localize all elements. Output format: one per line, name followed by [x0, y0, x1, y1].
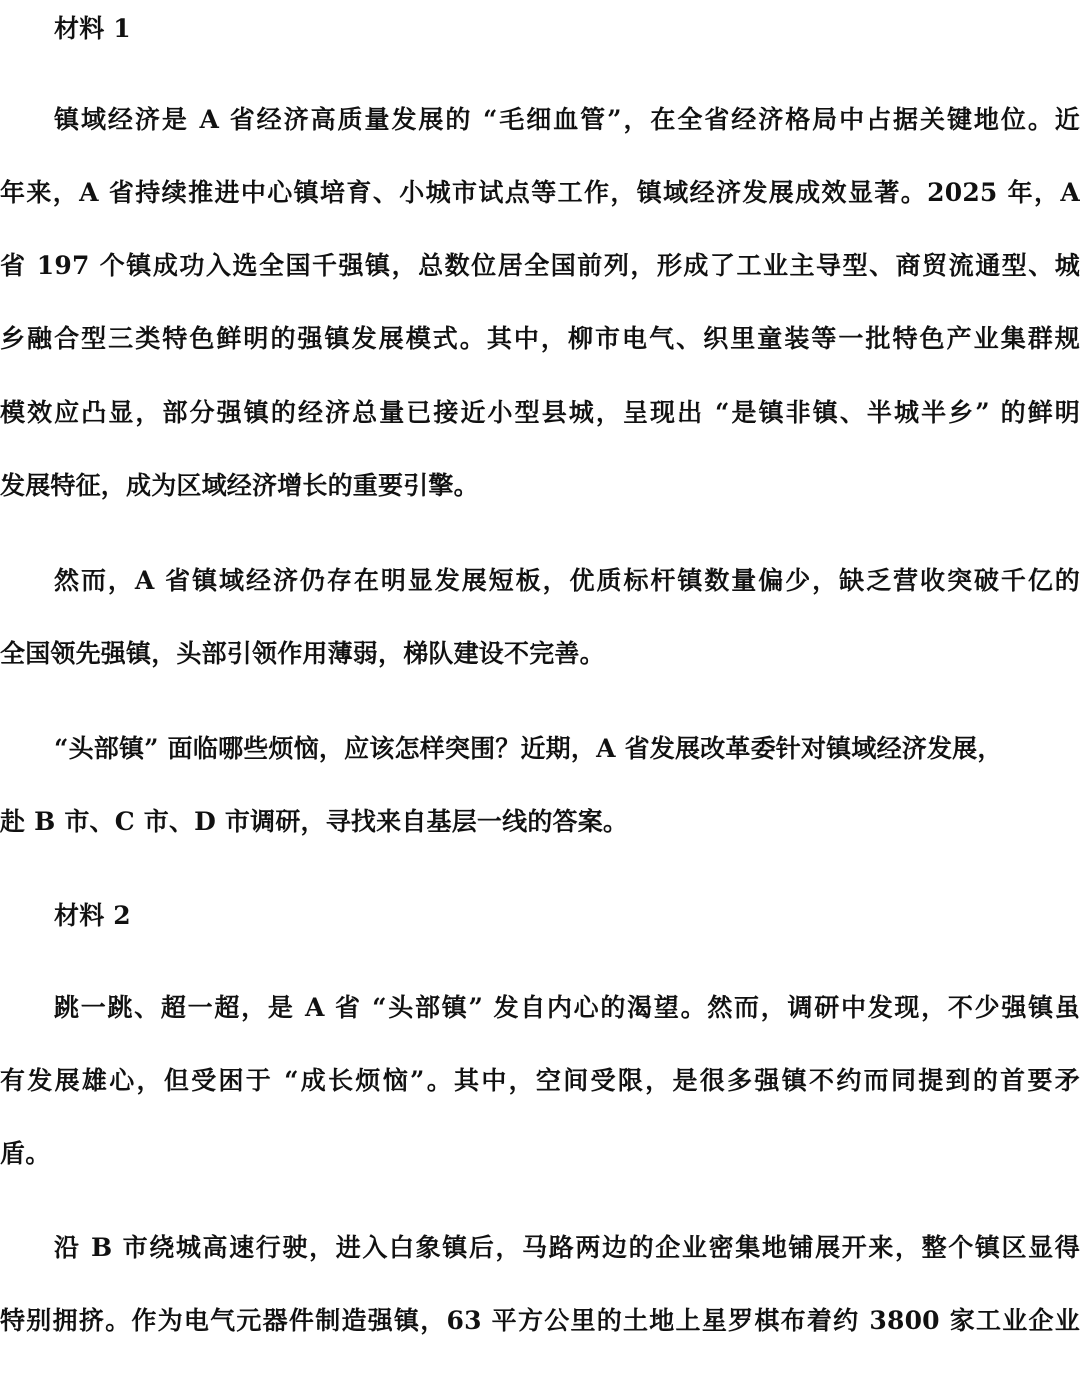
heading-material-2: 材料 2 — [54, 901, 131, 930]
paragraph-line: 乡融合型三类特色鲜明的强镇发展模式。其中，柳市电气、织里童装等一批特色产业集群规 — [0, 324, 1080, 353]
heading-material-1: 材料 1 — [54, 14, 131, 43]
paragraph-line: 省 197 个镇成功入选全国千强镇，总数位居全国前列，形成了工业主导型、商贸流通型、城 — [0, 251, 1080, 280]
paragraph-line: 盾。 — [0, 1139, 51, 1168]
paragraph-line: 特别拥挤。作为电气元器件制造强镇，63 平方公里的土地上星罗棋布着约 3800 家工业企业 — [0, 1306, 1080, 1335]
paragraph-line: 镇域经济是 A 省经济高质量发展的 “毛细血管”，在全省经济格局中占据关键地位。近 — [54, 105, 1080, 134]
paragraph-line: 发展特征，成为区域经济增长的重要引擎。 — [0, 471, 479, 500]
paragraph-line: 赴 B 市、C 市、D 市调研，寻找来自基层一线的答案。 — [0, 807, 629, 836]
paragraph-line: 年来，A 省持续推进中心镇培育、小城市试点等工作，镇域经济发展成效显著。2025 年，A — [0, 178, 1080, 207]
paragraph-line: 然而，A 省镇域经济仍存在明显发展短板，优质标杆镇数量偏少，缺乏营收突破千亿的 — [54, 566, 1080, 595]
paragraph-line: 跳一跳、超一超，是 A 省 “头部镇” 发自内心的渴望。然而，调研中发现，不少强镇虽 — [54, 993, 1080, 1022]
paragraph-line: “头部镇” 面临哪些烦恼，应该怎样突围？近期，A 省发展改革委针对镇域经济发展， — [54, 734, 1003, 763]
paragraph-line: 全国领先强镇，头部引领作用薄弱，梯队建设不完善。 — [0, 639, 605, 668]
paragraph-line: 沿 B 市绕城高速行驶，进入白象镇后，马路两边的企业密集地铺展开来，整个镇区显得 — [54, 1233, 1080, 1262]
paragraph-line: 有发展雄心，但受困于 “成长烦恼”。其中，空间受限，是很多强镇不约而同提到的首要矛 — [0, 1066, 1080, 1095]
paragraph-line: 模效应凸显，部分强镇的经济总量已接近小型县城，呈现出 “是镇非镇、半城半乡” 的鲜明 — [0, 398, 1080, 427]
